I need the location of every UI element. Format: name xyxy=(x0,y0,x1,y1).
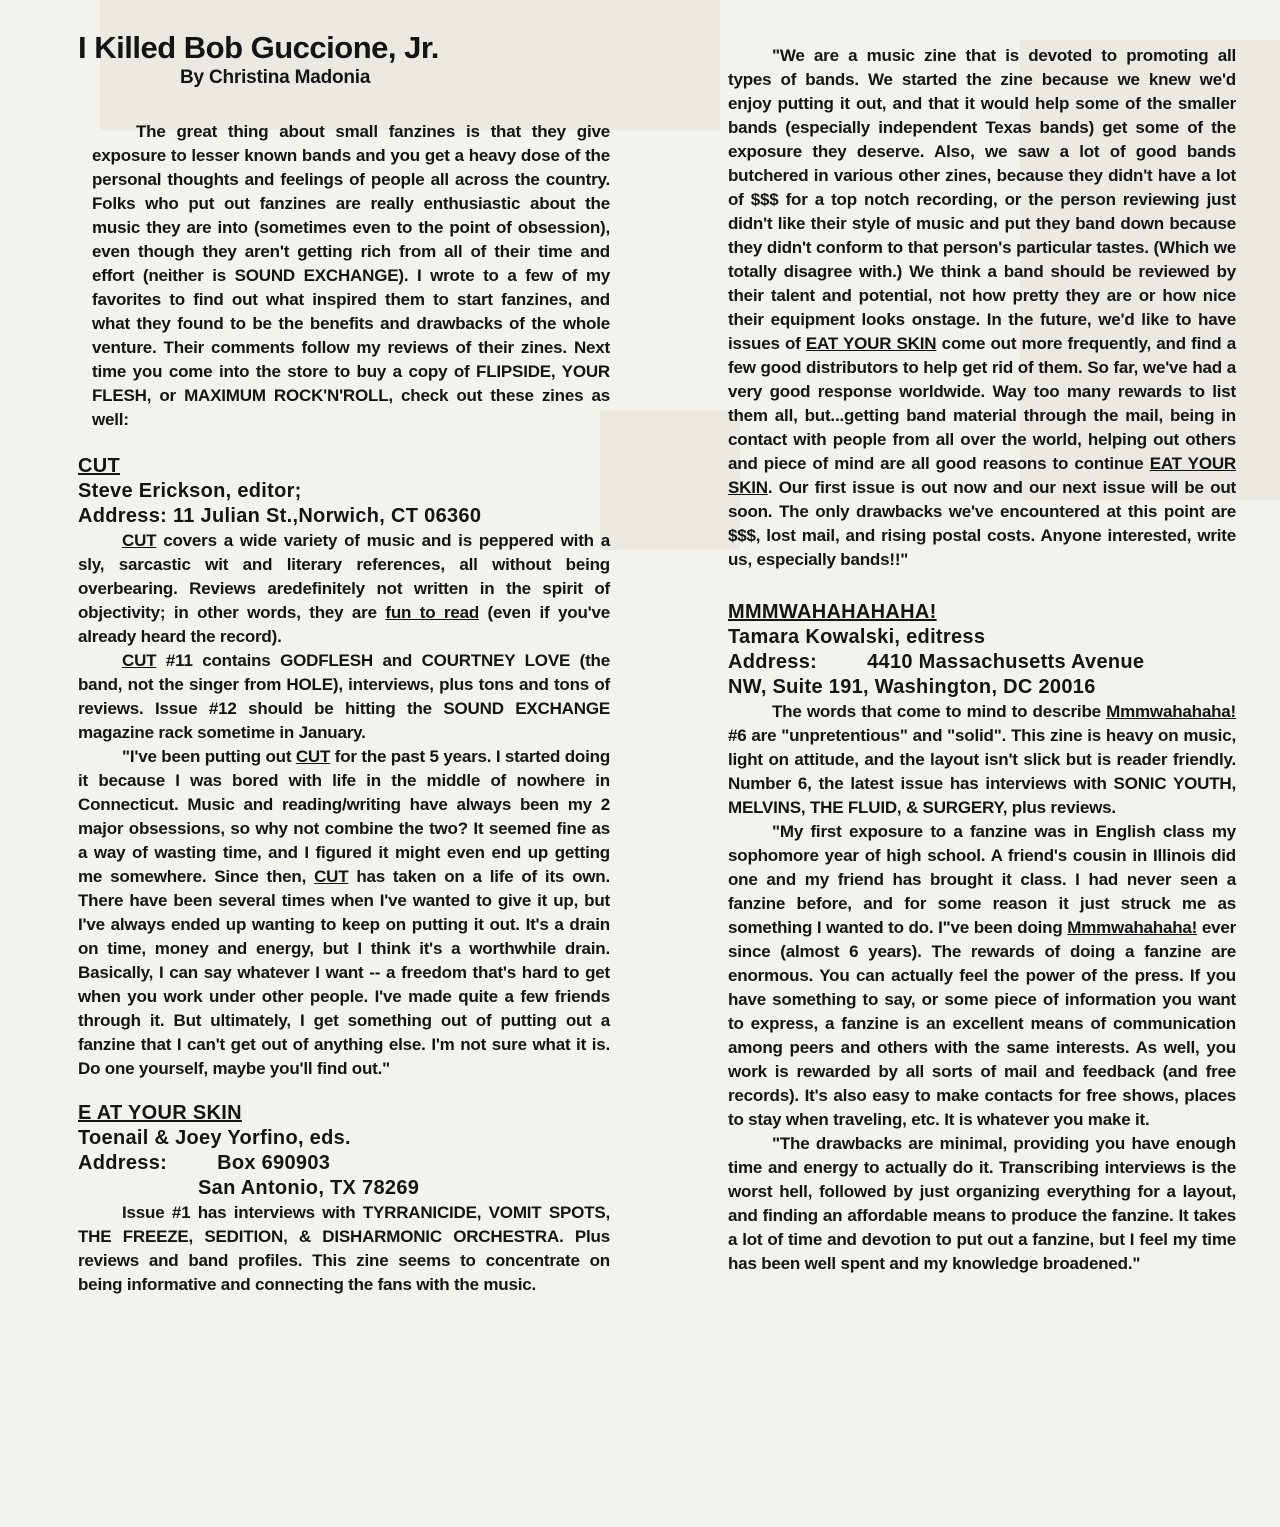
article-title: I Killed Bob Guccione, Jr. xyxy=(78,30,439,65)
eys-address-line xyxy=(78,1151,610,1176)
zine-title-mmmwahahaha: MMMWAHAHAHAHA! xyxy=(728,601,937,623)
cut-quote-text-a: "I've been putting out xyxy=(122,747,296,766)
eys-quote-text-b: come out more frequently, and find a few good distributors to help get rid of them. So far, we've had a very good response worldwide. Way too many rewards to list them all, but...getting band material through the mail, being in contact with people from all over the world, helping out others and piece of mind are all good reasons to continue xyxy=(728,334,1236,473)
mmm-quote-1-text-b: ever since (almost 6 years). The rewards of doing a fanzine are enormous. You can actually feel the power of the press. If you have something to say, or some piece of information you want to express, a fanzine is an excellent means of communication among peers and others with the same interests. As well, you work is rewarded by all sorts of mail and feedback (and free records). It's also easy to make contacts for free shows, places to stay when traveling, etc. It is whatever you make it. xyxy=(728,918,1236,1129)
mmm-address-line xyxy=(728,650,1236,675)
article-byline: By Christina Madonia xyxy=(180,67,371,88)
eys-quote xyxy=(728,44,1236,572)
article-intro: The great thing about small fanzines is that they give exposure to lesser known bands and you get a heavy dose of the personal thoughts and feelings of people all across the country. Folks who put out fanzines are really enthusiastic about the music they are into (sometimes even to the point of obsession), even though they aren't getting rich from all of their time and effort (neither is SOUND EXCHANGE). I wrote to a few of my favorites to find out what inspired them to start fanzines, and what they found to be the benefits and drawbacks of the whole venture. Their comments follow my reviews of their zines. Next time you come into the store to buy a copy of FLIPSIDE, YOUR FLESH, or MAXIMUM ROCK'N'ROLL, check out these zines as well: xyxy=(92,122,610,429)
eys-quote-text-a: "We are a music zine that is devoted to promoting all types of bands. We started the zine because we knew we'd enjoy putting it out, and that it would help some of the smaller bands (especially independent Texas bands) get some of the exposure they deserve. Also, we saw a lot of good bands butchered in various other zines, because they didn't have a lot of $$$ for a top notch recording, or the person reviewing just didn't like their style of music and put they band down because they didn't conform to that person's particular tastes. (Which we totally disagree with.) We think a band should be reviewed by their talent and potential, not how pretty they are or how nice their equipment looks onstage. In the future, we'd like to have issues of xyxy=(728,46,1236,353)
cut-review-2 xyxy=(78,649,610,745)
cut-address: 11 Julian St.,Norwich, CT 06360 xyxy=(172,505,482,527)
cut-quote xyxy=(78,745,610,1081)
eys-name-ref: EAT YOUR SKIN xyxy=(805,334,937,353)
cut-review-1 xyxy=(78,529,610,649)
eys-address-2: San Antonio, TX 78269 xyxy=(198,1177,420,1199)
cut-name-ref: CUT xyxy=(122,531,157,550)
bleed-through-mid-box xyxy=(600,410,740,550)
mmm-review xyxy=(728,700,1236,820)
mmm-quote-1-text-a: "My first exposure to a fanzine was in English class my sophomore year of high school. A friend's cousin in Illinois did one and my friend has brought it class. I had never seen a fanzine before, and for some reason it just struck me as something I wanted to do. I"ve been doing xyxy=(728,822,1236,937)
eys-editors: Toenail & Joey Yorfino, eds. xyxy=(78,1127,351,1149)
cut-address-label: Address: xyxy=(78,505,168,527)
mmm-review-text-b: #6 are "unpretentious" and "solid". This zine is heavy on music, light on attitude, and the layout isn't slick but is reader friendly. Number 6, the latest issue has interviews with SONIC YOUTH, MELVINS, THE FLUID, & SURGERY, plus reviews. xyxy=(728,726,1236,817)
cut-address-line xyxy=(78,504,610,529)
eys-address-label: Address: xyxy=(78,1152,168,1174)
cut-quote-text-b: for the past 5 years. I started doing it because I was bored with life in the middle of nowhere in Connecticut. Music and reading/writing have always been my 2 major obsessions, so why not combine the two? It seemed fine as a way of wasting time, and I figured it might even end up getting me somewhere. Since then, xyxy=(78,747,610,886)
cut-review-1-text-b: (even if you've already heard the record). xyxy=(78,603,610,646)
eys-review: Issue #1 has interviews with TYRRANICIDE, VOMIT SPOTS, THE FREEZE, SEDITION, & DISHARMONIC ORCHESTRA. Plus reviews and band profiles. This zine seems to concentrate on being informative and connecting the fans with the music. xyxy=(78,1203,610,1294)
mmm-quote-2: "The drawbacks are minimal, providing you have enough time and energy to actually do it. Transcribing interviews is the worst hell, followed by just organizing everything for a layout, and finding an affordable means to produce the fanzine. It takes a lot of time and devotion to put out a fanzine, but I feel my time has been well spent and my knowledge broadened." xyxy=(728,1134,1236,1273)
mmm-address-2: NW, Suite 191, Washington, DC 20016 xyxy=(728,676,1096,698)
mmm-name-ref: Mmmwahahaha! xyxy=(1106,702,1236,721)
cut-name-ref: CUT xyxy=(314,867,349,886)
eys-address-1: Box 690903 xyxy=(217,1152,331,1174)
cut-review-1-text-a: covers a wide variety of music and is peppered with a sly, sarcastic wit and literary references, all without being overbearing. Reviews aredefinitely not written in the spirit of objectivity; in other words, they are xyxy=(78,531,610,622)
left-column xyxy=(78,30,610,1297)
cut-name-ref: CUT xyxy=(122,651,157,670)
mmm-quote-1 xyxy=(728,820,1236,1132)
eys-quote-text-c: . Our first issue is out now and our next issue will be out soon. The only drawbacks we've encountered at this point are $$$, lost mail, and rising postal costs. Anyone interested, write us, especially bands!!" xyxy=(728,478,1236,569)
fun-to-read: fun to read xyxy=(385,603,480,622)
cut-name-ref: CUT xyxy=(295,747,331,766)
mmm-address-1: 4410 Massachusetts Avenue xyxy=(867,651,1145,673)
zine-title-eat-your-skin: E AT YOUR SKIN xyxy=(78,1102,242,1124)
mmm-review-text-a: The words that come to mind to describe xyxy=(772,702,1107,721)
mmm-name-ref: Mmmwahahaha! xyxy=(1067,918,1198,937)
eys-name-ref: EAT YOUR SKIN xyxy=(728,454,1237,497)
right-column xyxy=(728,44,1236,1276)
mmm-editor: Tamara Kowalski, editress xyxy=(728,626,986,648)
mmm-address-label: Address: xyxy=(728,651,818,673)
cut-review-2-text: #11 contains GODFLESH and COURTNEY LOVE (the band, not the singer from HOLE), interviews, plus tons and tons of reviews. Issue #12 should be hitting the SOUND EXCHANGE magazine rack sometime in January. xyxy=(78,651,610,742)
cut-editor: Steve Erickson, editor; xyxy=(78,480,302,502)
zine-title-cut: CUT xyxy=(78,455,121,477)
cut-quote-text-c: has taken on a life of its own. There have been several times when I've wanted to give it up, but I've always ended up wanting to keep on putting it out. It's a drain on time, money and energy, but I think it's a worthwhile drain. Basically, I can say whatever I want -- a freedom that's hard to get when you work under other people. I've made quite a few friends through it. But ultimately, I get something out of putting out a fanzine that I can't get out of anything else. I'm not sure what it is. Do one yourself, maybe you'll find out." xyxy=(78,867,610,1078)
